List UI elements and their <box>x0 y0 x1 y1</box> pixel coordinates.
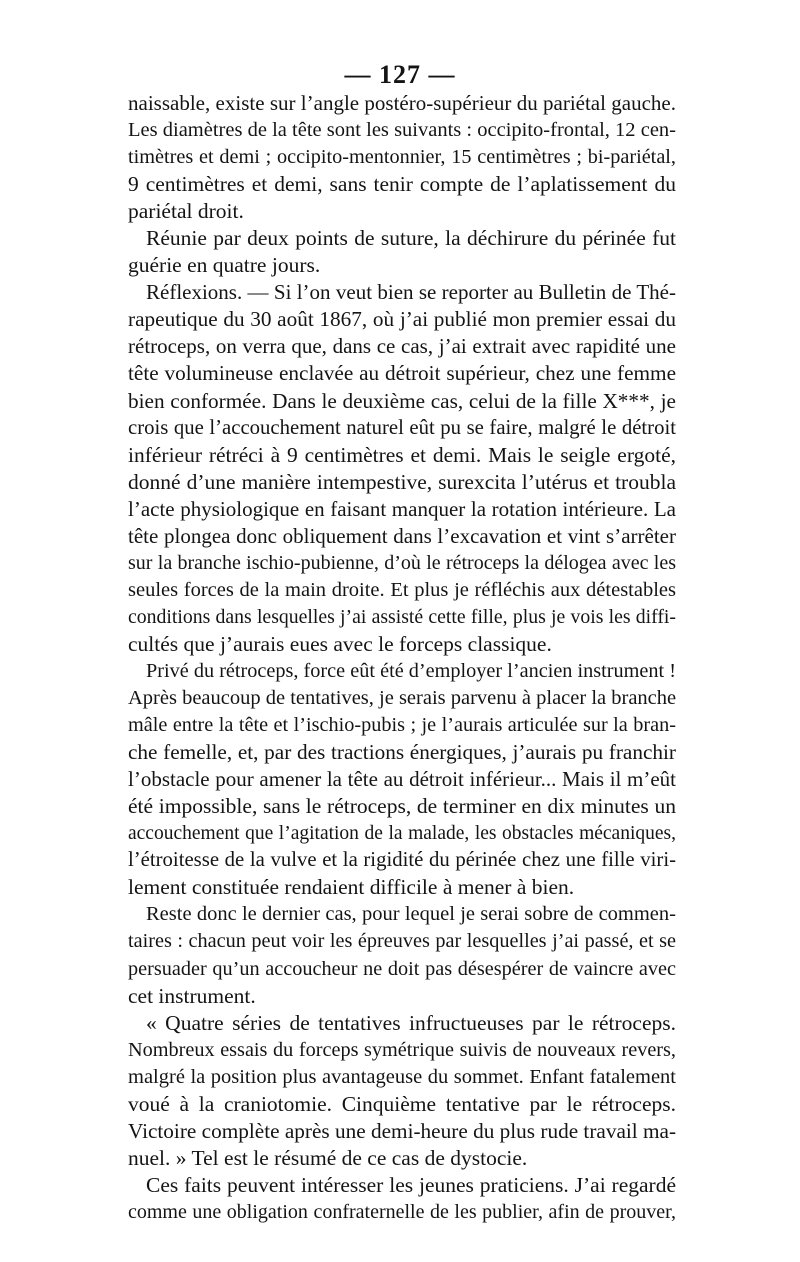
text-line: Réflexions. — Si l’on veut bien se reporter au Bulletin de Thé- <box>146 280 676 305</box>
text-line: Réunie par deux points de suture, la déchirure du périnée fut <box>146 226 676 251</box>
text-line: l’étroitesse de la vulve et la rigidité du périnée chez une fille viri- <box>128 849 676 872</box>
text-line: tête volumineuse enclavée au détroit supérieur, chez une femme <box>128 361 676 386</box>
text-line: Reste donc le dernier cas, pour lequel je serai sobre de commen- <box>146 903 676 926</box>
body-text <box>128 90 676 1226</box>
text-line: mâle entre la tête et l’ischio-pubis ; je l’aurais articulée sur la bran- <box>128 714 676 737</box>
text-line: l’obstacle pour amener la tête au détroit inférieur... Mais il m’eût <box>128 767 676 792</box>
text-line: accouchement que l’agitation de la malade, les obstacles mécaniques, <box>128 823 676 845</box>
text-line: guérie en quatre jours. <box>128 253 321 278</box>
text-line: rétroceps, on verra que, dans ce cas, j’ai extrait avec rapidité une <box>128 334 676 359</box>
text-line: naissable, existe sur l’angle postéro-supérieur du pariétal gauche. <box>128 91 676 115</box>
text-line: Nombreux essais du forceps symétrique suivis de nouveaux revers, <box>128 1038 676 1061</box>
text-line: 9 centimètres et demi, sans tenir compte de l’aplatissement du <box>128 172 676 197</box>
text-line: été impossible, sans le rétroceps, de terminer en dix minutes un <box>128 794 676 819</box>
text-line: Privé du rétroceps, force eût été d’employer l’ancien instrument ! <box>146 659 676 682</box>
text-line: inférieur rétréci à 9 centimètres et demi. Mais le seigle ergoté, <box>128 442 676 467</box>
text-line: rapeutique du 30 août 1867, où j’ai publié mon premier essai du <box>128 307 676 332</box>
text-line: l’acte physiologique en faisant manquer la rotation intérieure. La <box>128 496 676 521</box>
text-line: Ces faits peuvent intéresser les jeunes praticiens. J’ai regardé <box>146 1172 676 1197</box>
text-line: conditions dans lesquelles j’ai assisté cette fille, plus je vois les diffi- <box>128 605 676 628</box>
text-line: seules forces de la main droite. Et plus je réfléchis aux détestables <box>128 578 676 601</box>
text-line: tête plongea donc obliquement dans l’excavation et vint s’arrêter <box>128 523 676 548</box>
text-line: « Quatre séries de tentatives infructueuses par le rétroceps. <box>146 1010 676 1035</box>
text-line: voué à la craniotomie. Cinquième tentative par le rétroceps. <box>128 1091 676 1116</box>
text-line: che femelle, et, par des tractions énergiques, j’aurais pu franchir <box>128 740 676 765</box>
text-line: timètres et demi ; occipito-mentonnier, 15 centimètres ; bi-pariétal, <box>128 146 676 169</box>
text-line: crois que l’accouchement naturel eût pu se faire, malgré le détroit <box>128 416 676 439</box>
text-line: malgré la position plus avantageuse du sommet. Enfant fatalement <box>128 1065 676 1088</box>
text-line: comme une obligation confraternelle de les publier, afin de prouver, <box>128 1200 676 1223</box>
text-line: cultés que j’aurais eues avec le forceps classique. <box>128 631 552 656</box>
text-line: Victoire complète après une demi-heure du plus rude travail ma- <box>128 1118 677 1143</box>
text-line: pariétal droit. <box>128 199 244 224</box>
text-line: bien conformée. Dans le deuxième cas, celui de la fille X***, je <box>128 388 676 413</box>
text-line: nuel. » Tel est le résumé de ce cas de dystocie. <box>128 1145 528 1170</box>
text-line: Après beaucoup de tentatives, je serais parvenu à placer la branche <box>128 687 677 710</box>
text-line: cet instrument. <box>128 983 256 1008</box>
text-line: persuader qu’un accoucheur ne doit pas désespérer de vaincre avec <box>128 957 676 980</box>
text-line: donné d’une manière intempestive, surexcita l’utérus et troubla <box>128 469 676 494</box>
text-line: taires : chacun peut voir les épreuves par lesquelles j’ai passé, et se <box>128 930 676 953</box>
text-line: Les diamètres de la tête sont les suivants : occipito-frontal, 12 cen- <box>128 119 676 142</box>
text-line: lement constituée rendaient difficile à mener à bien. <box>128 875 575 900</box>
page-number: — 127 — <box>344 60 456 89</box>
text-line: sur la branche ischio-pubienne, d’où le rétroceps la délogea avec les <box>128 551 676 574</box>
